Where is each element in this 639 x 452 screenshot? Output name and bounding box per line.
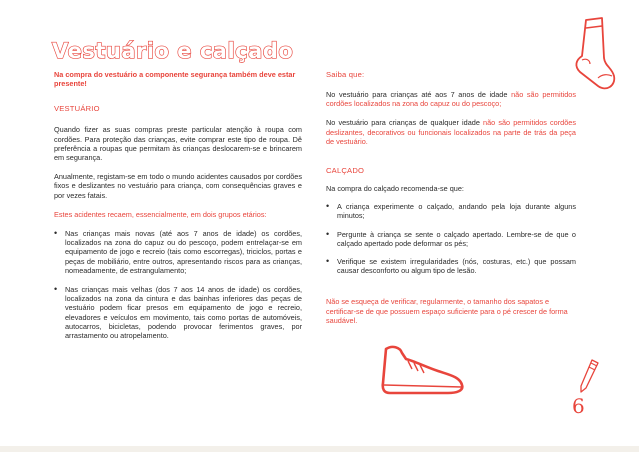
list-item: • A criança experimente o calçado, andando pela loja durante alguns minutos; [326,202,576,220]
calcado-closing: Não se esqueça de verificar, regularmente, o tamanho dos sapatos e certificar-se de que possuem espaço suficiente para o pé crescer de forma saudável. [326,297,568,325]
saiba-p1-plain: No vestuário para crianças até aos 7 anos de idade [326,90,512,99]
saiba-paragraph-2 [326,118,576,146]
vestuario-paragraph-2: Anualmente, registam-se em todo o mundo acidentes causados por cordões fixos e deslizantes no vestuário para criança, com consequências graves e por vezes fatais. [54,172,302,200]
page-title: Vestuário e calçado [52,39,294,63]
calcado-list [326,202,576,275]
sock-icon [568,14,620,94]
saiba-p2-red: não são permitidos cordões deslizantes, decorativos ou funcionais localizados na parte de trás da peça de vestuário. [326,118,576,146]
pencil-icon [578,358,600,394]
age-groups-intro: Estes acidentes recaem, essencialmente, em dois grupos etários: [54,209,267,219]
saiba-paragraph-1 [326,90,576,108]
calcado-intro: Na compra do calçado recomenda-se que: [326,184,464,194]
shoe-icon [378,337,468,397]
list-item: • Verifique se existem irregularidades (nós, costuras, etc.) que possam causar desconforto ou algum tipo de lesão. [326,257,576,275]
footer-bar [0,446,639,452]
list-item: • Nas crianças mais velhas (dos 7 aos 14 anos de idade) os cordões, localizados na zona da cintura e das bainhas inferiores das peças de vestuário podem ficar presos em equipamento de jogo e recreio, elevadores e veículos em movimento, tais como portas de automóveis, autocarros, bicicletas, podendo provocar ferimentos graves, por arrastamento ou atropelamento. [54,285,302,340]
list-item: • Nas crianças mais novas (até aos 7 anos de idade) os cordões, localizados na zona do capuz ou do pescoço, podem entrelaçar-se em equipamento de jogo e recreio (tais como escorregas), triciclos, portas e peças de mobiliário, entre outros, apresentando riscos para as crianças, nomeadamente, de estrangulamento; [54,229,302,275]
vestuario-paragraph-1: Quando fizer as suas compras preste particular atenção à roupa com cordões. Para proteção das crianças, evite comprar este tipo de roupa. Dê preferência a roupas que permitam às crianças deslocarem-se e brincarem em segurança. [54,125,302,163]
vestuario-heading: VESTUÁRIO [54,104,100,114]
list-item: • Pergunte à criança se sente o calçado apertado. Lembre-se de que o calçado apertado pode deformar os pés; [326,230,576,248]
saiba-p2-plain: No vestuário para crianças de qualquer idade [326,118,484,128]
right-column [326,70,576,325]
left-column [54,70,302,340]
saiba-heading: Saiba que: [326,70,365,79]
intro-text: Na compra do vestuário a componente segurança também deve estar presente! [54,70,296,89]
calcado-heading: CALÇADO [326,166,365,176]
saiba-p1-red: não são permitidos cordões localizados na zona do capuz ou do pescoço; [326,90,576,109]
age-groups-list [54,229,302,340]
page-number: 6 [572,394,585,418]
